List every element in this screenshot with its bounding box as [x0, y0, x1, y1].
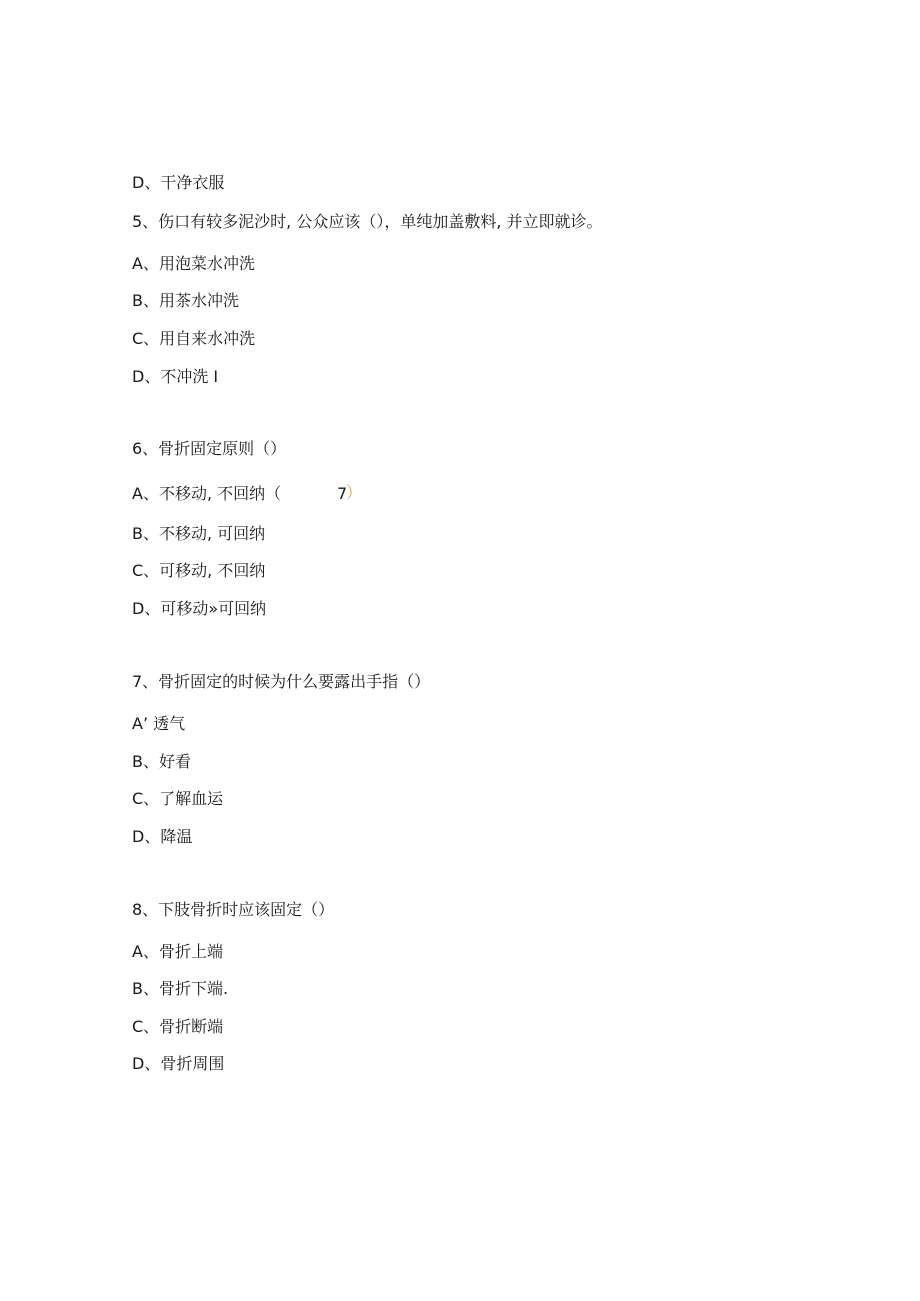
q8-option-a: A、骨折上端 [132, 942, 223, 961]
q8-option-c: C、骨折断端 [132, 1017, 224, 1036]
q7-option-d: D、降温 [132, 827, 193, 846]
q8-option-b: B、骨折下端. [132, 979, 229, 998]
q7-option-b: B、好看 [132, 752, 191, 771]
q6-close-paren: ） [346, 483, 363, 502]
q4-option-d: D、干净衣服 [132, 173, 225, 192]
q6-option-c: C、可移动, 不回纳 [132, 561, 266, 580]
q5-option-c: C、用自来水冲洗 [132, 329, 256, 348]
q8-option-d: D、骨折周围 [132, 1054, 225, 1073]
q7-option-c: C、了解血运 [132, 789, 224, 808]
q6-option-a: A、不移动, 不回纳（ [132, 484, 282, 503]
q6-answer-mark: 7 [337, 484, 348, 503]
q5-option-b: B、用茶水冲洗 [132, 291, 239, 310]
q6-option-d: D、可移动»可回纳 [132, 599, 267, 618]
q8-question: 8、下肢骨折时应该固定（） [132, 900, 335, 919]
q5-question: 5、伤口有较多泥沙时, 公众应该（），单纯加盖敷料, 并立即就诊。 [132, 212, 603, 231]
q6-question: 6、骨折固定原则（） [132, 439, 287, 458]
q5-option-a: A、用泡菜水冲洗 [132, 254, 255, 273]
q6-option-b: B、不移动, 可回纳 [132, 524, 266, 543]
q5-option-d: D、不冲洗 I [132, 367, 219, 386]
q7-question: 7、骨折固定的时候为什么要露出手指（） [132, 672, 431, 691]
q7-option-a: A’ 透气 [132, 714, 186, 733]
